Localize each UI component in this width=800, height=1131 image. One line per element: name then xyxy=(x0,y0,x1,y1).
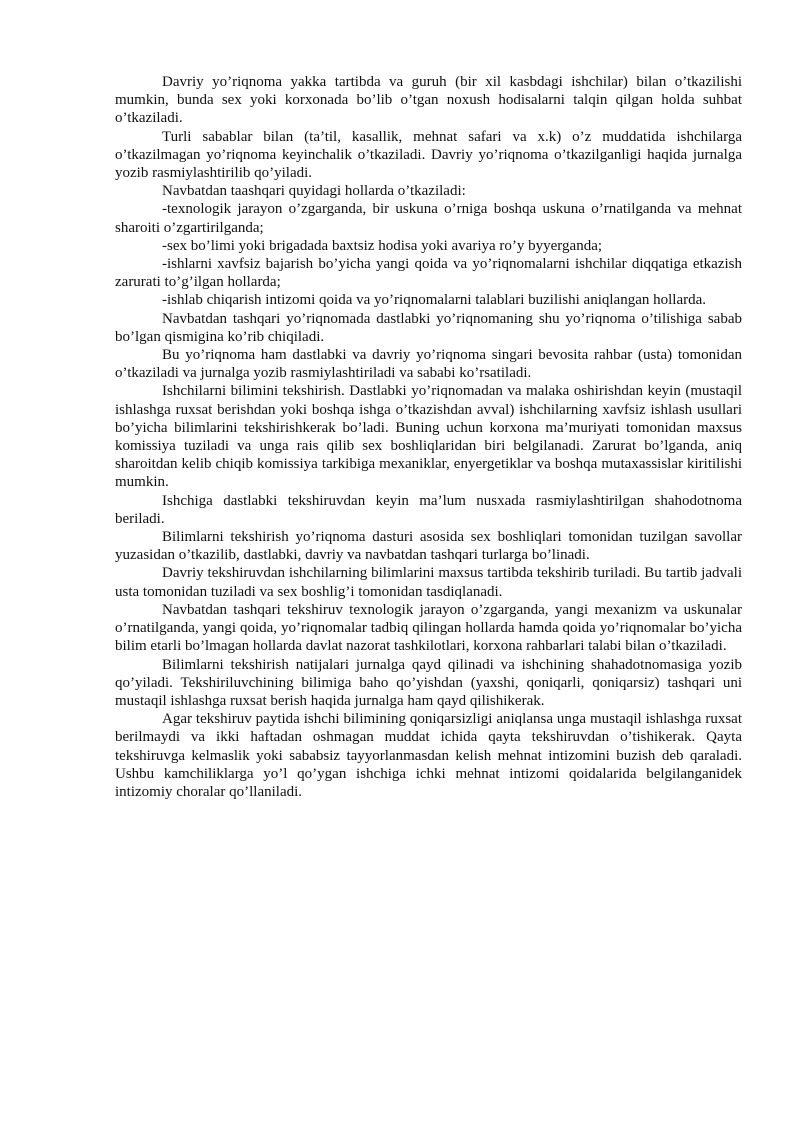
list-item-technology-change: -texnologik jarayon o’zgarganda, bir uskuna o’rniga boshqa uskuna o’rnatilganda va mehnat sharoiti o’zgartirilganda; xyxy=(115,201,742,236)
document-body xyxy=(115,73,742,801)
list-item-new-rules: -ishlarni xavfsiz bajarish bo’yicha yangi qoida va yo’riqnomalarni ishchilar diqqatiga etkazish zarurati to’g’ilgan hollarda; xyxy=(115,256,742,291)
list-item-discipline-violation: -ishlab chiqarish intizomi qoida va yo’riqnomalarni talablari buzilishi aniqlangan hollarda. xyxy=(162,292,707,309)
list-item-accident: -sex bo’limi yoki brigadada baxtsiz hodisa yoki avariya ro’y byyerganda; xyxy=(162,237,603,254)
paragraph-periodic-check: Davriy tekshiruvdan ishchilarning bilimlarini maxsus tartibda tekshirib turiladi. Bu tartib jadvali usta tomonidan tuziladi va sex boshlig’i tomonidan tasdiqlanadi. xyxy=(115,565,742,600)
paragraph-check-program: Bilimlarni tekshirish yo’riqnoma dasturi asosida sex boshliqlari tomonidan tuzilgan savollar yuzasidan o’tkazilib, dastlabki, davriy va navbatdan tashqari turlarga bo’linadi. xyxy=(115,529,742,564)
paragraph-unscheduled-check: Navbatdan tashqari tekshiruv texnologik jarayon o’zgarganda, yangi mexanizm va uskunalar o’rnatilganda, yangi qoida, yo’riqnomalar tadbiq qilingan hollarda hamda qoida yo’riqnomalar bo’yicha bilim etarli bo’lmagan hollarda davlat nazorat tashkilotlari, korxona rahbarlari talabi bilan o’tkaziladi. xyxy=(115,601,742,655)
paragraph-unscheduled-scope: Navbatdan tashqari yo’riqnomada dastlabki yo’riqnomaning shu yo’riqnoma o’tilishiga sabab bo’lgan qismigina ko’rib chiqiladi. xyxy=(115,310,742,345)
paragraph-missed-briefing: Turli sabablar bilan (ta’til, kasallik, mehnat safari va x.k) o’z muddatida ishchilarga o’tkazilmagan yo’riqnoma keyinchalik o’tkaziladi. Davriy yo’riqnoma o’tkazilganligi haqida jurnalga yozib rasmiylashtirilib qo’yiladi. xyxy=(115,128,742,182)
paragraph-knowledge-check: Ishchilarni bilimini tekshirish. Dastlabki yo’riqnomadan va malaka oshirishdan keyin (mustaqil ishlashga ruxsat berishdan yoki boshqa ishga o’tkazishdan avval) ishchilarning xavfsiz ishlash usullari bo’yicha bilimlarini tekshirishkerak bo’ladi. Buning uchun korxona ma’muriyati tomonidan maxsus komissiya tuziladi va unga rais qilib sex boshliqlaridan biri belgilanadi. Zarurat bo’lganda, aniq sharoitdan kelib chiqib komissiya tarkibiga mexaniklar, enyergetiklar va boshqa mutaxassislar kiritilishi mumkin. xyxy=(115,383,742,491)
paragraph-unscheduled-intro: Navbatdan taashqari quyidagi hollarda o’tkaziladi: xyxy=(162,183,466,200)
paragraph-periodic-briefing: Davriy yo’riqnoma yakka tartibda va guruh (bir xil kasbdagi ishchilar) bilan o’tkazilishi mumkin, bunda sex yoki korxonada bo’lib o’tgan noxush hodisalarni talqin qilgan holda suhbat o’tkaziladi. xyxy=(115,74,742,127)
paragraph-certificate: Ishchiga dastlabki tekshiruvdan keyin ma’lum nusxada rasmiylashtirilgan shahodotnoma beriladi. xyxy=(115,492,742,527)
paragraph-unscheduled-conduct: Bu yo’riqnoma ham dastlabki va davriy yo’riqnoma singari bevosita rahbar (usta) tomonidan o’tkaziladi va jurnalga yozib rasmiylashtiriladi va sababi ko’rsatiladi. xyxy=(115,347,742,382)
paragraph-unsatisfactory: Agar tekshiruv paytida ishchi bilimining qoniqarsizligi aniqlansa unga mustaqil ishlashga ruxsat berilmaydi va ikki haftadan oshmagan muddat ichida qayta tekshiruvdan o’tishikerak. Qayta tekshiruvga kelmaslik yoki sababsiz tayyorlanmasdan kelish mehnat intizomini buzish deb qaraladi. Ushbu kamchiliklarga yo’l qo’ygan ishchiga ichki mehnat intizomi qoidalarida belgilanganidek intizomiy choralar qo’llaniladi. xyxy=(115,711,742,800)
paragraph-check-results: Bilimlarni tekshirish natijalari jurnalga qayd qilinadi va ishchining shahadotnomasiga yozib qo’yiladi. Tekshiriluvchining bilimiga baho qo’yishdan (yaxshi, qoniqarli, qoniqarsiz) tashqari uni mustaqil ishlashga ruxsat berish haqida jurnalga ham qayd qilishikerak. xyxy=(115,656,742,709)
